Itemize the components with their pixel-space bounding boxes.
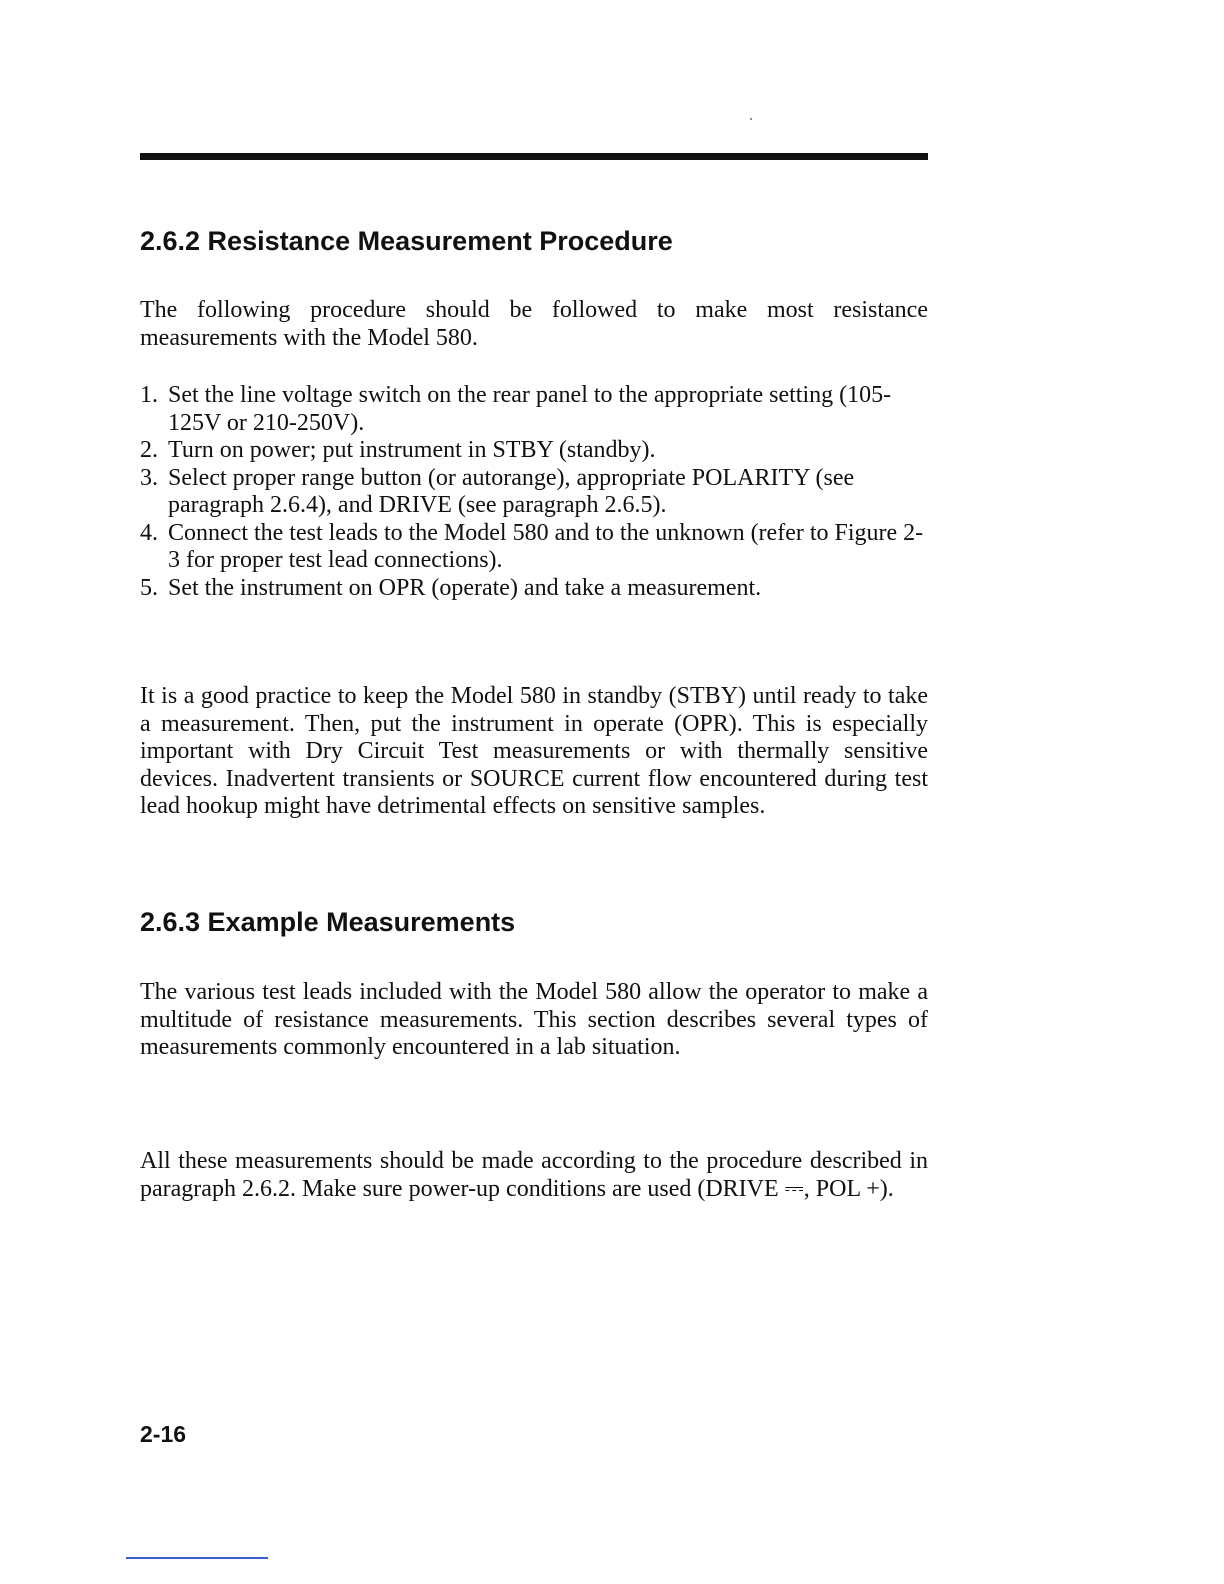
procedure-step xyxy=(140,465,928,520)
step-text: Connect the test leads to the Model 580 and to the unknown (refer to Figure 2-3 for proper test lead connections). xyxy=(168,519,924,573)
scan-speck xyxy=(750,118,752,120)
power-up-conditions-paragraph: All these measurements should be made according to the procedure described in paragraph 2.6.2. Make sure power-up conditions are used (DRIVE ⎓, POL +). xyxy=(140,1148,928,1202)
step-number: 1. xyxy=(140,382,158,408)
procedure-steps xyxy=(140,382,928,602)
step-number: 5. xyxy=(140,574,158,601)
step-text: Select proper range button (or autorange), appropriate POLARITY (see paragraph 2.6.4), and DRIVE (see paragraph 2.6.5). xyxy=(168,464,855,518)
page-number: 2-16 xyxy=(140,1421,187,1447)
step-number: 3. xyxy=(140,464,158,491)
bottom-link-underline xyxy=(126,1557,268,1559)
standby-note-paragraph: It is a good practice to keep the Model 580 in standby (STBY) until ready to take a measurement. Then, put the instrument in operate (OPR). This is especially important with Dry Circuit Test measurements or with thermally sensitive devices. Inadvertent transients or SOURCE current flow encountered during test lead hookup might have detrimental effects on sensitive samples. xyxy=(140,683,928,819)
step-text: Turn on power; put instrument in STBY (standby). xyxy=(168,437,656,463)
section-heading-2-6-3: 2.6.3 Example Measurements xyxy=(140,907,516,937)
intro-paragraph: The following procedure should be followed to make most resistance measurements with the Model 580. xyxy=(140,297,928,351)
step-text: Set the instrument on OPR (operate) and take a measurement. xyxy=(168,574,762,601)
procedure-step xyxy=(140,382,928,437)
header-rule xyxy=(140,153,928,160)
section-heading-2-6-2: 2.6.2 Resistance Measurement Procedure xyxy=(140,226,673,256)
step-number: 2. xyxy=(140,437,158,463)
example-intro-paragraph: The various test leads included with the Model 580 allow the operator to make a multitude of resistance measurements. This section describes several types of measurements commonly encountered in a lab situation. xyxy=(140,979,928,1060)
step-number: 4. xyxy=(140,519,158,546)
procedure-step xyxy=(140,437,928,465)
procedure-step xyxy=(140,520,928,575)
step-text: Set the line voltage switch on the rear panel to the appropriate setting (105-125V or 210-250V). xyxy=(168,382,892,436)
procedure-step xyxy=(140,575,928,603)
